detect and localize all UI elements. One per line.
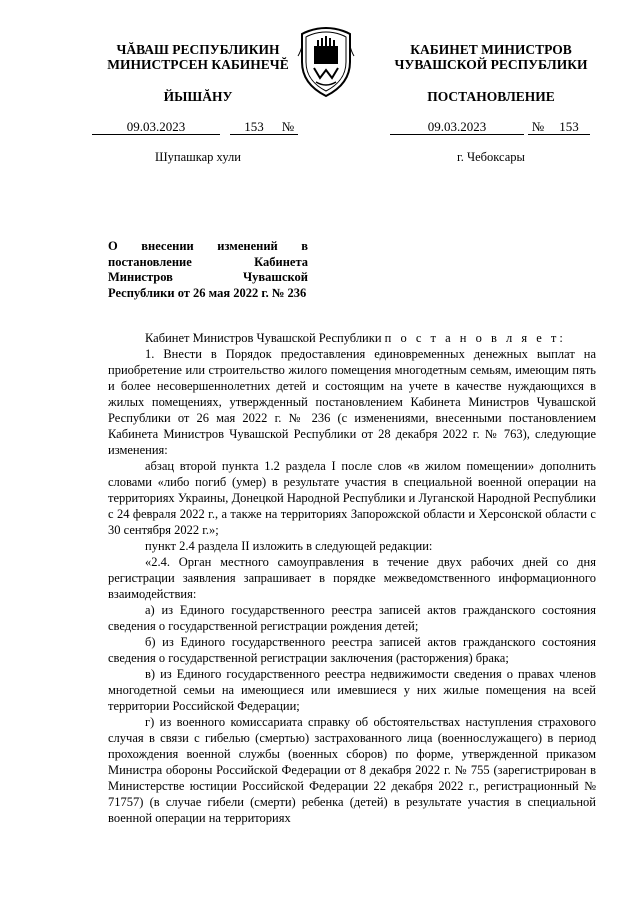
- number-sign-right: №: [528, 119, 548, 135]
- body-paragraph: 1. Внести в Порядок предоставления единовременных денежных выплат на приобретение или строительство жилого помещения многодетным семьям, имеющим пять и более несовершеннолетних детей и состоящим на учете в качестве нуждающихся в жилых помещениях, утвержденный постановлением Кабинета Министров Чувашской Республики от 26 мая 2022 г. № 236 (с изменениями, внесенными постановлением Кабинета Министров Чувашской Республики от 28 декабря 2022 г. № 763), следующие изменения:: [108, 347, 596, 457]
- chuvash-coat-of-arms-icon: [296, 26, 356, 100]
- place-right: г. Чебоксары: [457, 150, 525, 164]
- header-left: [94, 42, 302, 72]
- preamble: [108, 330, 596, 346]
- document-title: О внесении изменений в постановление Кабинета Министров Чувашской Республики от 26 мая 2022 г. № 236: [108, 239, 308, 300]
- header-right-line2: ЧУВАШСКОЙ РЕСПУБЛИКИ: [394, 57, 588, 72]
- header-right-line1: КАБИНЕТ МИНИСТРОВ: [410, 42, 572, 57]
- header-left-line1: ЧĂВАШ РЕСПУБЛИКИН: [116, 42, 280, 57]
- body-paragraph: б) из Единого государственного реестра записей актов гражданского состояния сведения о государственной регистрации заключения (расторжения) брака;: [108, 635, 596, 665]
- doc-number-line-right: [390, 119, 590, 135]
- body-paragraph: «2.4. Орган местного самоуправления в течение двух рабочих дней со дня регистрации заявления запрашивает в порядке межведомственного информационного взаимодействия:: [108, 555, 596, 601]
- preamble-subject: Кабинет Министров Чувашской Республики: [145, 331, 382, 345]
- body-paragraph: в) из Единого государственного реестра недвижимости сведения о правах членов многодетной семьи на имеющиеся или имевшиеся у них жилые помещения на всей территории Российской Федерации;: [108, 667, 596, 713]
- body-paragraph: а) из Единого государственного реестра записей актов гражданского состояния сведения о государственной регистрации рождения детей;: [108, 603, 596, 633]
- body-paragraph: пункт 2.4 раздела II изложить в следующей редакции:: [145, 539, 433, 553]
- doc-number-line-left: [92, 119, 298, 135]
- header-left-doc-type: ЙЫШĂНУ: [163, 89, 233, 104]
- doc-date-left: 09.03.2023: [92, 119, 220, 135]
- doc-number-right: 153: [548, 119, 590, 135]
- body-paragraph: г) из военного комиссариата справку об обстоятельствах наступления страхового случая в связи с гибелью (смертью) застрахованного лица (военнослужащего) в период прохождения военной службы (военных сборов) по форме, утвержденной приказом Министра обороны Российской Федерации от 8 декабря 2022 г. № 755 (зарегистрирован в Министерстве юстиции Российской Федерации 22 декабря 2022 г., регистрационный № 71757) (в случае гибели (смерти) ребенка (детей) в результате участия в специальной военной операции на территориях: [108, 715, 596, 825]
- header-right: [382, 42, 600, 72]
- doc-date-right: 09.03.2023: [390, 119, 524, 135]
- document-body: [108, 330, 596, 826]
- header-left-line2: МИНИСТРСЕН КАБИНЕЧĔ: [107, 57, 289, 72]
- preamble-verb: п о с т а н о в л я е т:: [384, 331, 566, 345]
- place-left: Шупашкар хули: [155, 150, 241, 164]
- body-paragraph: абзац второй пункта 1.2 раздела I после слов «в жилом помещении» дополнить словами «либо погиб (умер) в результате участия в специальной военной операции на территориях Украины, Донецкой Народной Республики и Луганской Народной Республики с 24 февраля 2022 г., а также на территориях Запорожской области и Херсонской области с 30 сентября 2022 г.»;: [108, 459, 596, 537]
- number-sign-left: №: [278, 119, 298, 135]
- doc-number-left: 153: [230, 119, 278, 135]
- header-right-doc-type: ПОСТАНОВЛЕНИЕ: [427, 89, 555, 104]
